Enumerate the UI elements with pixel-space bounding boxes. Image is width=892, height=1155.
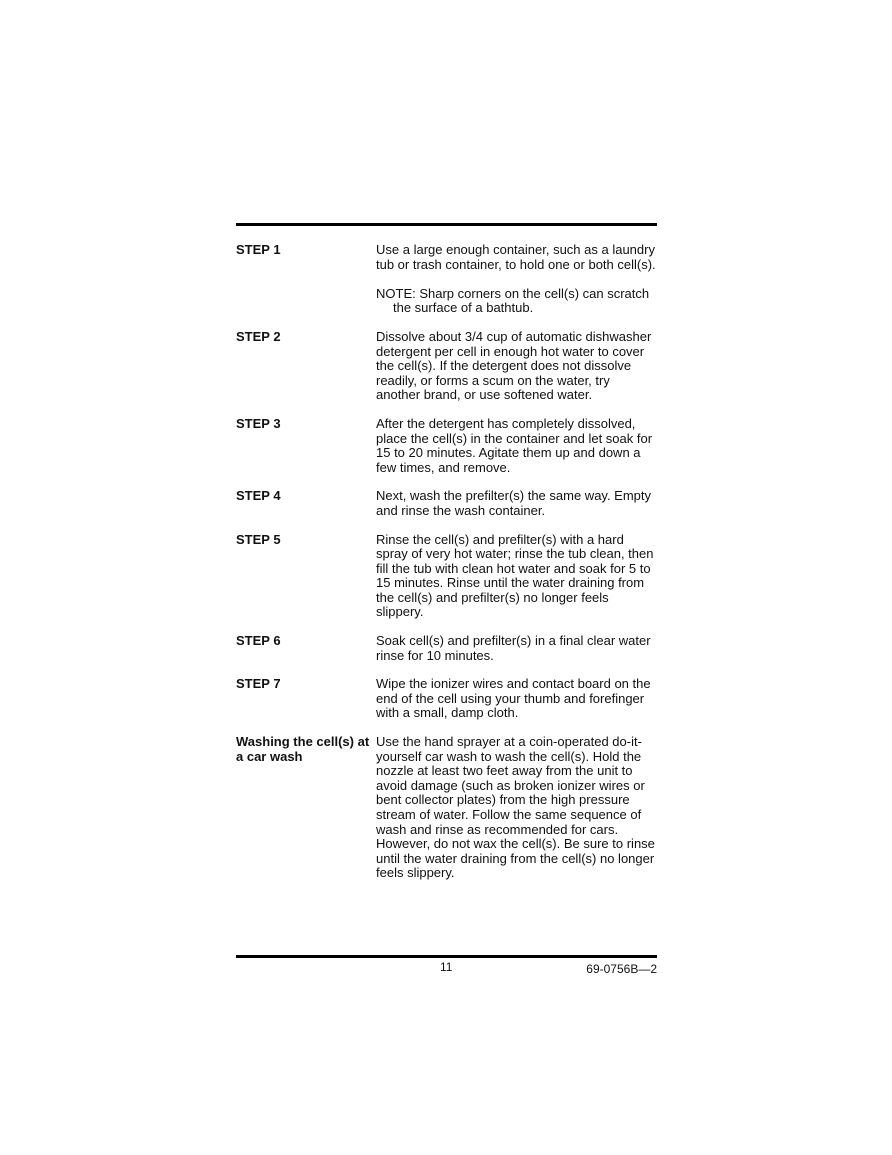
instruction-steps bbox=[236, 243, 657, 895]
top-rule bbox=[236, 223, 657, 226]
bottom-rule bbox=[236, 955, 657, 958]
document-code: 69-0756B—2 bbox=[586, 962, 657, 976]
step-label: STEP 6 bbox=[236, 633, 281, 649]
step-body bbox=[376, 735, 657, 881]
step-text: Wipe the ionizer wires and contact board on the end of the cell using your thumb and forefinger with a small, damp cloth. bbox=[376, 676, 651, 721]
step-label: STEP 4 bbox=[236, 488, 281, 504]
step-label: Washing the cell(s) at a car wash bbox=[236, 734, 370, 764]
step-body bbox=[376, 330, 657, 403]
step-text: After the detergent has completely dissolved, place the cell(s) in the container and let soak for 15 to 20 minutes. Agitate them up and down a few times, and remove. bbox=[376, 415, 653, 475]
step-car-wash bbox=[236, 735, 657, 881]
step-text: Use the hand sprayer at a coin-operated do-it-yourself car wash to wash the cell(s). Hold the nozzle at least two feet away from the unit to avoid damage (such as broken ionizer wires or bent collector plates) from the high pressure stream of water. Follow the same sequence of wash and rinse as recommended for cars. However, do not wax the cell(s). Be sure to rinse until the water draining from the cell(s) no longer feels slippery. bbox=[376, 734, 655, 881]
step-body bbox=[376, 634, 657, 663]
step-text: Use a large enough container, such as a laundry tub or trash container, to hold one or both cell(s). bbox=[376, 242, 656, 272]
step-label: STEP 5 bbox=[236, 531, 281, 547]
step-2 bbox=[236, 330, 657, 403]
step-1 bbox=[236, 243, 657, 316]
page-number: 11 bbox=[440, 960, 453, 974]
step-body bbox=[376, 677, 657, 721]
step-text: Rinse the cell(s) and prefilter(s) with a hard spray of very hot water; rinse the tub clean, then fill the tub with clean hot water and soak for 5 to 15 minutes. Rinse until the water draining from the cell(s) and prefilter(s) no longer feels slippery. bbox=[376, 531, 654, 620]
step-4 bbox=[236, 489, 657, 518]
step-7 bbox=[236, 677, 657, 721]
step-body bbox=[376, 489, 657, 518]
step-label: STEP 1 bbox=[236, 242, 281, 257]
step-text: Dissolve about 3/4 cup of automatic dishwasher detergent per cell in enough hot water to cover the cell(s). If the detergent does not dissolve readily, or forms a scum on the water, try another brand, or use softened water. bbox=[376, 328, 652, 403]
step-6 bbox=[236, 634, 657, 663]
step-3 bbox=[236, 417, 657, 475]
step-body bbox=[376, 533, 657, 621]
step-label: STEP 2 bbox=[236, 328, 281, 344]
step-body bbox=[376, 243, 657, 316]
step-body bbox=[376, 417, 657, 475]
page-footer bbox=[236, 960, 657, 976]
step-note: NOTE: Sharp corners on the cell(s) can scratch the surface of a bathtub. bbox=[376, 285, 650, 316]
step-label: STEP 3 bbox=[236, 415, 281, 431]
step-text: Next, wash the prefilter(s) the same way. Empty and rinse the wash container. bbox=[376, 488, 652, 518]
step-5 bbox=[236, 533, 657, 621]
step-label: STEP 7 bbox=[236, 676, 281, 692]
step-text: Soak cell(s) and prefilter(s) in a final clear water rinse for 10 minutes. bbox=[376, 633, 651, 663]
